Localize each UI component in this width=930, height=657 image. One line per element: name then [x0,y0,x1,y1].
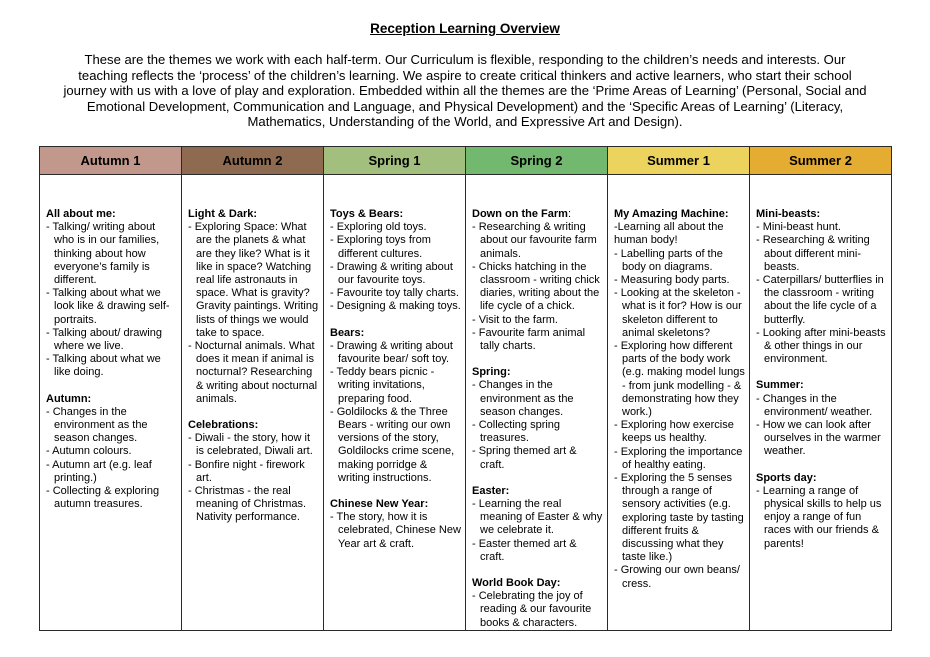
term-cell-spring-1 [324,175,466,631]
topic-section [188,208,319,406]
term-header-spring-1: Spring 1 [324,147,466,175]
topic-list-item: - Designing & making toys. [330,300,461,313]
topic-title-line [188,419,319,432]
topic-list-item: - Celebrating the joy of reading & our favourite books & characters. [472,590,592,629]
topic-section [472,485,603,564]
topic-list-item: - Exploring how different parts of the body work (e.g. making model lungs - from junk modelling - & demonstrating how they work.) [614,340,745,419]
topic-title-line [330,208,461,221]
topic-title: Bears: [330,326,365,339]
topic-title: World Book Day: [472,577,561,590]
term-header-summer-1: Summer 1 [608,147,750,175]
topic-section [472,366,603,472]
term-header-summer-2: Summer 2 [750,147,892,175]
topic-list-item: - Diwali - the story, how it is celebrated, Diwali art. [188,432,313,458]
topic-list-item: - Collecting spring treasures. [472,419,561,445]
topic-list-item: - Looking at the skeleton - what is it for? How is our skeleton different to animal skeletons? [614,287,742,339]
topic-section [46,393,177,512]
topic-list-item: - Exploring Space: What are the planets & what are they like? What is it like in space? Watching real life astronauts in space. What is gravity? Gravity paintings. Writing lists of things we would take to space. [188,221,319,339]
topic-list-item: - Researching & writing about different mini-beasts. [756,234,870,273]
topic-list-item: - Talking about what we look like & drawing self-portraits. [46,287,170,326]
topic-list-item: - Growing our own beans/ cress. [614,564,740,590]
topic-title: Chinese New Year: [330,498,429,511]
topic-title-line [756,379,887,392]
term-cell-summer-2 [750,175,892,631]
topic-list-item: - Christmas - the real meaning of Christmas. Nativity performance. [188,485,307,524]
topic-section [330,208,461,314]
topic-title: Sports day: [756,471,817,484]
topic-list-item: - Favourite toy tally charts. [330,287,459,300]
topic-list-item: - Exploring old toys. [330,221,427,234]
topic-list-item: - Drawing & writing about our favourite toys. [330,260,453,287]
topic-title-line [188,208,319,221]
topic-list-item: - Talking about what we like doing. [46,353,161,379]
topic-list-item: - Collecting & exploring autumn treasures. [46,485,160,511]
topic-list-item: - Favourite farm animal tally charts. [472,326,586,353]
topic-list-item: - Talking/ writing about who is in our families, thinking about how everyone’s family is different. [46,221,160,287]
topic-title-line [756,208,887,221]
topic-section [46,208,177,380]
page-title: Reception Learning Overview [370,21,560,36]
topic-title-line [614,208,745,221]
topic-title: Down on the Farm [472,208,568,220]
topic-list-item: - Measuring body parts. [614,274,730,287]
topic-title-line [472,485,603,498]
topic-list-item: - Exploring the 5 senses through a range of sensory activities (e.g. exploring taste by tasting different fruits & discussing what they taste like.) [614,472,744,564]
topic-list-item: - Visit to the farm. [472,313,558,326]
topic-list-item: - Autumn colours. [46,445,132,458]
topic-list-item: - Drawing & writing about favourite bear/ soft toy. [330,339,453,366]
topic-title: My Amazing Machine: [614,208,729,220]
topic-title: Easter: [472,484,510,497]
topic-list-item: - Exploring the importance of healthy eating. [614,445,743,471]
term-cell-spring-2 [466,175,608,631]
topic-title: Mini-beasts: [756,208,821,220]
topic-list-item: - Goldilocks & the Three Bears - writing our own versions of the story, Goldilocks crime scene, making porridge & writing instructions. [330,405,455,484]
topic-list-item: - Chicks hatching in the classroom - writing chick diaries, writing about the life cycle of a chick. [472,260,600,313]
topic-title-line [330,327,461,340]
topic-list-item: - Looking after mini-beasts & other things in our environment. [756,326,886,366]
topic-list-item: - Teddy bears picnic - writing invitations, preparing food. [330,366,435,405]
topic-title: Autumn: [46,392,92,405]
topic-title: Spring: [472,366,511,379]
topic-list-item: - Changes in the environment/ weather. [756,392,873,418]
topic-list-item: - How we can look after ourselves in the warmer weather. [756,419,881,458]
topic-section [188,419,319,525]
topic-title-line [330,498,461,511]
term-cell-autumn-2 [182,175,324,631]
topic-list-item: - Mini-beast hunt. [756,221,841,234]
curriculum-table [39,146,892,631]
topic-list-item: - Changes in the environment as the season changes. [46,405,148,445]
topic-list-item: - Caterpillars/ butterflies in the classroom - writing about the life cycle of a butterfly. [756,274,884,326]
topic-list-item: - Researching & writing about our favourite farm animals. [472,221,597,260]
topic-section [756,472,887,551]
topic-section [756,379,887,458]
topic-list-item: - Labelling parts of the body on diagrams. [614,247,723,273]
topic-section [472,208,603,353]
topic-title-line [472,208,603,221]
topic-list-item: - Learning the real meaning of Easter & why we celebrate it. [472,498,603,537]
term-header-autumn-2: Autumn 2 [182,147,324,175]
topic-list-item: - Exploring toys from different cultures. [330,234,431,260]
topic-list-item: - Exploring how exercise keeps us healthy. [614,419,734,445]
topic-list-item: - Easter themed art & craft. [472,537,577,563]
intro-paragraph: These are the themes we work with each half-term. Our Curriculum is flexible, responding to the children’s needs and interests. Our teaching reflects the ‘process’ of the children’s learning. We aspire to create critical thinkers and active learners, who start their school journey with us with a love of play and exploration. Embedded within all the themes are the ‘Prime Areas of Learning’ (Personal, Social and Emotional Development, Communication and Language, and Physical Development) and the ‘Specific Areas of Learning’ (Literacy, Mathematics, Understanding of the World, and Expressive Art and Design). [63,52,867,130]
topic-title-suffix: : [567,208,572,220]
topic-section [330,498,461,551]
topic-title-line [46,208,177,221]
term-header-autumn-1: Autumn 1 [40,147,182,175]
term-content-row [40,175,892,631]
topic-list-item: - Spring themed art & craft. [472,445,577,471]
term-cell-autumn-1 [40,175,182,631]
topic-title-line [472,366,603,379]
topic-list-item: - Autumn art (e.g. leaf printing.) [46,458,152,484]
topic-list-item: - The story, how it is celebrated, Chinese New Year art & craft. [330,511,461,550]
term-header-row [40,147,892,175]
term-header-spring-2: Spring 2 [466,147,608,175]
topic-section [614,208,745,591]
term-cell-summer-1 [608,175,750,631]
topic-list-item: -Learning all about the human body! [614,221,724,247]
topic-title: All about me: [46,208,116,220]
topic-section [330,327,461,485]
topic-title: Celebrations: [188,419,259,432]
topic-title: Light & Dark: [188,208,258,220]
topic-title-line [756,472,887,485]
topic-list-item: - Talking about/ drawing where we live. [46,326,162,353]
topic-list-item: - Bonfire night - firework art. [188,458,305,484]
topic-title: Summer: [756,379,804,392]
topic-section [472,577,603,630]
topic-list-item: - Nocturnal animals. What does it mean if animal is nocturnal? Researching & writing about nocturnal animals. [188,340,318,405]
topic-list-item: - Changes in the environment as the season changes. [472,379,574,418]
topic-list-item: - Learning a range of physical skills to help us enjoy a range of fun races with our friends & parents! [756,484,882,550]
topic-title-line [46,393,177,406]
topic-title: Toys & Bears: [330,208,404,220]
topic-section [756,208,887,366]
topic-title-line [472,577,603,590]
